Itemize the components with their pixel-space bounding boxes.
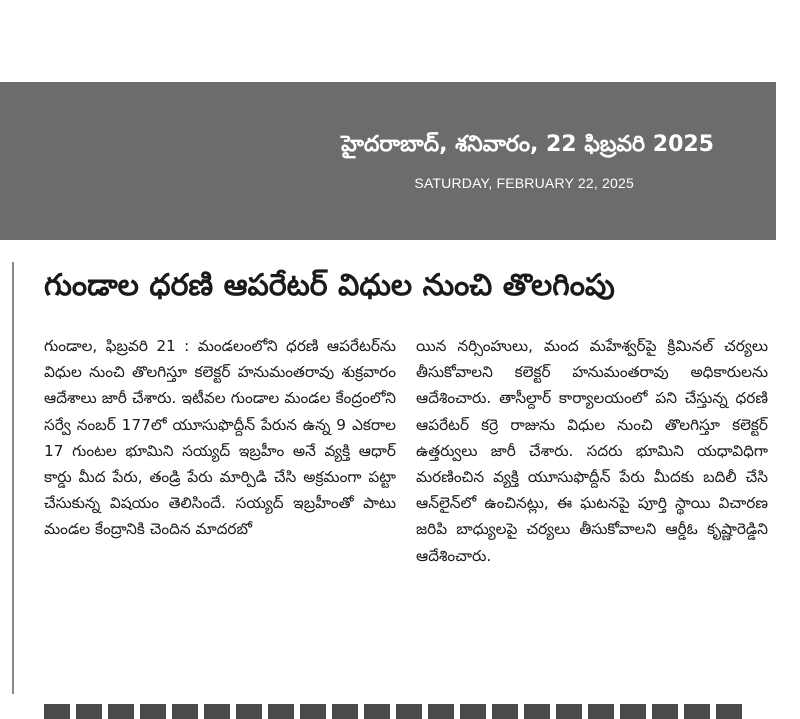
article-headline: గుండాల ధరణి ఆపరేటర్ విధుల నుంచి తొలగింపు xyxy=(44,268,615,303)
article-body-column-left: గుండాల, ఫిబ్రవరి 21 : మండలంలోని ధరణి ఆపరేటర్‌ను విధుల నుంచి తొలగిస్తూ కలెక్టర్ హనుమంతరావు శుక్రవారం ఆదేశాలు జారీ చేశారు. ఇటీవల గుండాల మండల కేంద్రంలోని సర్వే నంబర్ 177లో యూసుఫొద్దీన్ పేరున ఉన్న 9 ఎకరాల 17 గుంటల భూమిని సయ్యద్ ఇబ్రహీం అనే వ్యక్తి ఆధార్ కార్డు మీద పేరు, తండ్రి పేరు మార్పిడి చేసి అక్రమంగా పట్టా చేసుకున్న విషయం తెలిసిందే. సయ్యద్ ఇబ్రహీంతో పాటు మండల కేంద్రానికి చెందిన మాదరబో xyxy=(44,337,396,539)
article-body-column-right: యిన నర్సింహులు, మంద మహేశ్వర్‌పై క్రిమినల్ చర్యలు తీసుకోవాలని కలెక్టర్ హనుమంతరావు అధికారులను ఆదేశించారు. తాసీల్దార్ కార్యాలయంలో పని చేస్తున్న ధరణి ఆపరేటర్ కర్రె రాజును విధుల నుంచి తొలగిస్తూ కలెక్టర్ ఉత్తర్వులు జారీ చేశారు. సదరు భూమిని యధావిధిగా మరణించిన వ్యక్తి యూసుఫొద్దీన్ పేరు మీదకు బదిలీ చేసి ఆన్‌లైన్‌లో ఉంచినట్లు, ఈ ఘటనపై పూర్తి స్థాయి విచారణ జరిపి బాధ్యులపై చర్యలు తీసుకోవాలని ఆర్డీఓ కృష్ణారెడ్డిని ఆదేశించారు. xyxy=(416,337,768,565)
dateline-telugu: హైదరాబాద్, శనివారం, 22 ఫిబ్రవరి 2025 xyxy=(341,132,714,157)
column-divider-rule xyxy=(12,262,14,694)
dateline-english: SATURDAY, FEBRUARY 22, 2025 xyxy=(414,175,634,191)
date-header-band xyxy=(0,82,776,240)
next-article-headline-cropped xyxy=(44,704,744,719)
